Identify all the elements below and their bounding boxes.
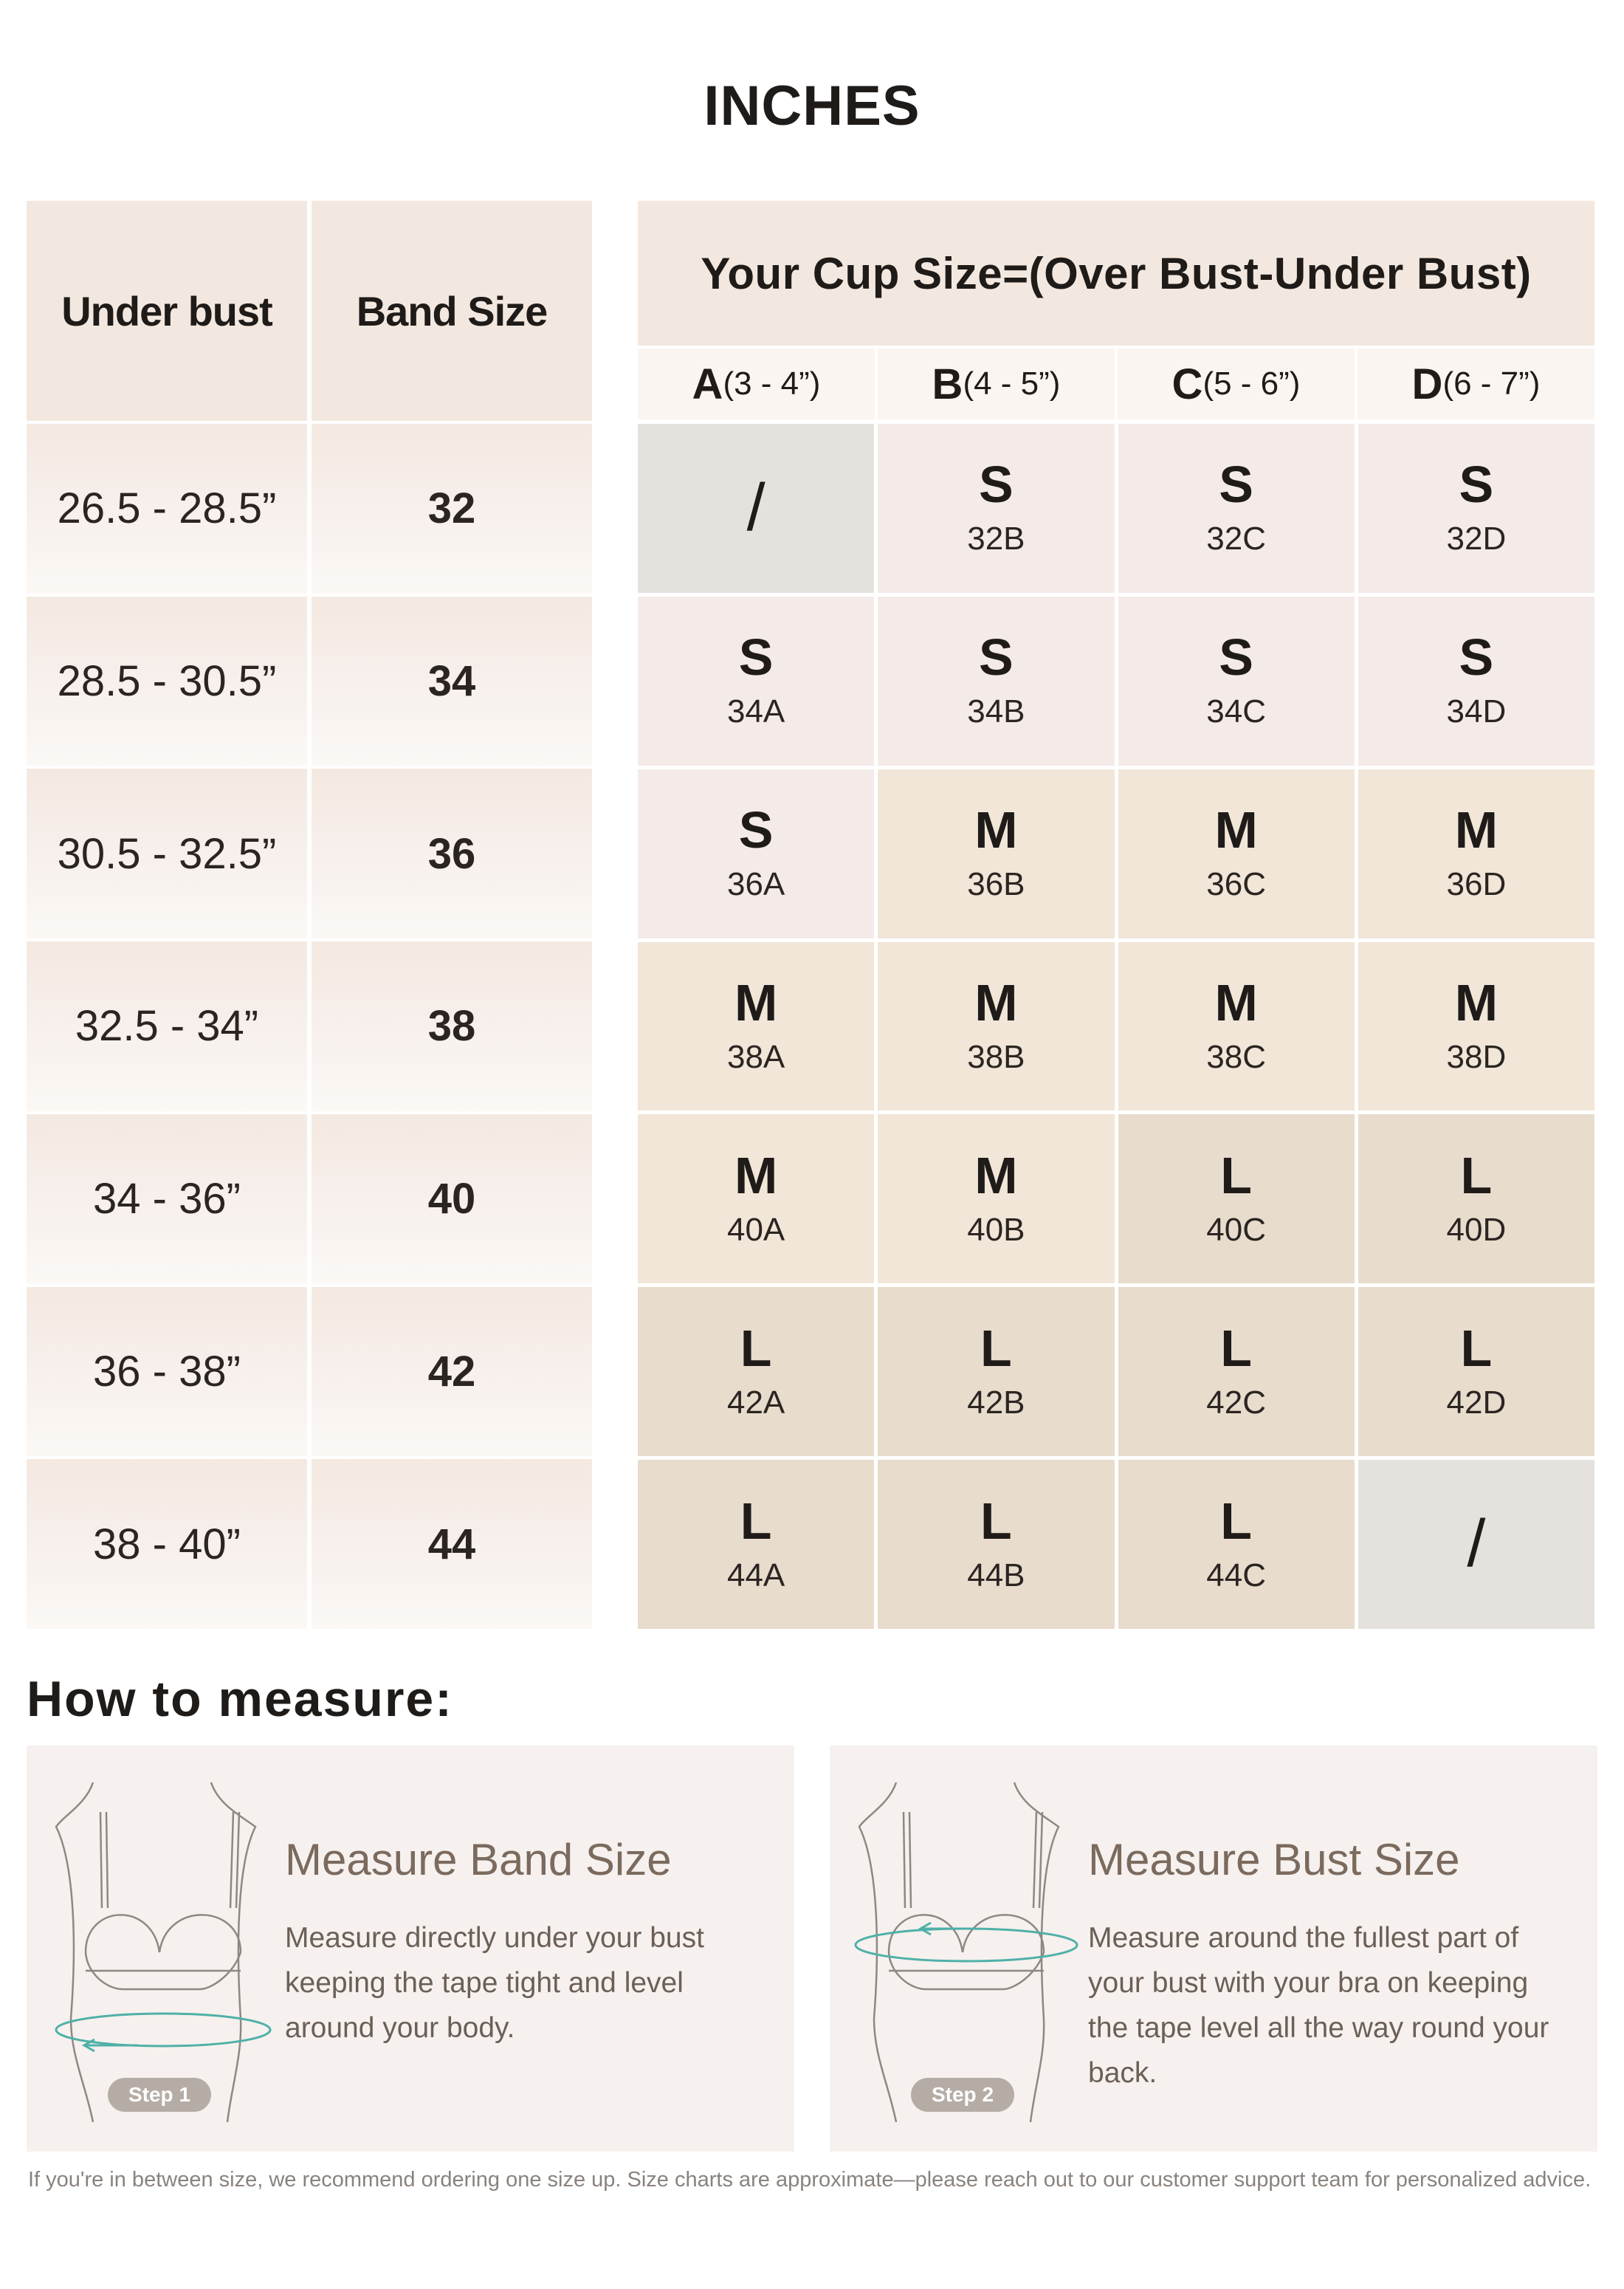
bra-size-code: 44B <box>967 1557 1025 1593</box>
band-size-cell: 34 <box>312 597 592 766</box>
bra-size-code: 42C <box>1206 1384 1266 1421</box>
band-size-cell: 40 <box>312 1114 592 1284</box>
size-cell <box>1118 1460 1355 1629</box>
bra-size-code: 42B <box>967 1384 1025 1421</box>
under-bust-cell: 30.5 - 32.5” <box>27 769 307 938</box>
size-letter: L <box>980 1492 1012 1550</box>
not-available-mark: / <box>1467 1507 1486 1582</box>
cup-columns <box>638 349 1594 419</box>
size-cell <box>878 1114 1114 1283</box>
page-title: INCHES <box>703 75 921 137</box>
size-letter: S <box>979 628 1014 687</box>
size-letter: S <box>1219 456 1253 514</box>
size-cell <box>638 1287 874 1456</box>
size-grid <box>638 424 1594 1629</box>
size-cell <box>1118 597 1355 766</box>
cup-range: (5 - 6”) <box>1202 366 1301 402</box>
footnote: If you're in between size, we recommend ordering one size up. Size charts are approximate—please reach out to our customer support team for personalized advice. <box>28 2168 1592 2192</box>
bra-size-code: 36C <box>1206 866 1266 903</box>
band-size-cell: 42 <box>312 1287 592 1457</box>
size-letter: M <box>734 973 778 1032</box>
cup-range: (4 - 5”) <box>963 366 1061 402</box>
how-to-measure-title: How to measure: <box>27 1671 453 1727</box>
bra-size-code: 34C <box>1206 693 1266 730</box>
size-letter: L <box>740 1319 772 1377</box>
band-size-cell: 32 <box>312 424 592 594</box>
size-letter: M <box>1454 973 1499 1032</box>
size-letter: L <box>980 1319 1012 1377</box>
bra-size-code: 34B <box>967 693 1025 730</box>
under-bust-cell: 38 - 40” <box>27 1459 307 1629</box>
step-2-card <box>830 1746 1597 2152</box>
cup-letter: A <box>692 360 723 408</box>
size-letter: M <box>974 973 1018 1032</box>
step-1-heading: Measure Band Size <box>285 1835 672 1884</box>
cup-size-table <box>638 201 1594 1629</box>
size-cell <box>1358 1114 1594 1283</box>
size-letter: S <box>738 801 774 859</box>
size-letter: L <box>1460 1146 1493 1204</box>
bra-size-code: 36D <box>1446 866 1507 903</box>
size-cell <box>1358 1287 1594 1456</box>
size-cell <box>1118 1114 1355 1283</box>
bra-size-code: 40A <box>726 1211 785 1248</box>
cup-col-a <box>638 349 875 419</box>
size-cell <box>1118 942 1355 1111</box>
size-letter: L <box>1220 1146 1252 1204</box>
size-cell <box>878 424 1114 593</box>
size-letter: S <box>1219 628 1253 687</box>
cup-col-c <box>1118 349 1355 419</box>
size-cell <box>1358 769 1594 938</box>
bra-size-code: 42A <box>726 1384 785 1421</box>
size-letter: M <box>974 801 1018 859</box>
bra-size-code: 34A <box>726 693 785 730</box>
bust-measure-illustration <box>844 1775 1110 2122</box>
bra-size-code: 38D <box>1446 1038 1507 1075</box>
step-2-pill: Step 2 <box>911 2078 1014 2112</box>
bra-size-code: 38B <box>967 1038 1025 1075</box>
size-letter: M <box>1214 801 1258 859</box>
bra-size-code: 38A <box>726 1038 785 1075</box>
under-bust-cell: 32.5 - 34” <box>27 941 307 1111</box>
bra-size-code: 42D <box>1446 1384 1507 1421</box>
cup-size-title: Your Cup Size=(Over Bust-Under Bust) <box>638 201 1594 346</box>
size-letter: S <box>1459 628 1494 687</box>
size-letter: S <box>738 628 774 687</box>
size-cell <box>638 597 874 766</box>
size-letter: S <box>979 456 1014 514</box>
size-letter: L <box>1460 1319 1493 1377</box>
bra-size-code: 34D <box>1446 693 1507 730</box>
step-2-heading: Measure Bust Size <box>1088 1835 1460 1884</box>
cup-range: (3 - 4”) <box>723 366 821 402</box>
bra-size-code: 44A <box>726 1557 785 1593</box>
size-letter: M <box>734 1146 778 1204</box>
under-bust-cell: 34 - 36” <box>27 1114 307 1284</box>
size-cell <box>1118 424 1355 593</box>
not-available-mark: / <box>746 470 765 545</box>
size-cell <box>1118 1287 1355 1456</box>
size-cell <box>638 424 874 593</box>
step-1-card <box>27 1746 794 2152</box>
step-1-pill: Step 1 <box>108 2078 211 2112</box>
size-cell <box>878 1287 1114 1456</box>
size-cell <box>878 597 1114 766</box>
size-letter: S <box>1459 456 1494 514</box>
size-cell <box>1118 769 1355 938</box>
cup-letter: C <box>1171 360 1203 408</box>
bra-size-code: 40D <box>1446 1211 1507 1248</box>
size-letter: L <box>740 1492 772 1550</box>
bra-size-code: 36A <box>726 866 785 903</box>
cup-col-d <box>1358 349 1594 419</box>
bra-size-code: 40B <box>967 1211 1025 1248</box>
size-cell <box>878 769 1114 938</box>
size-letter: L <box>1220 1492 1252 1550</box>
bra-size-code: 40C <box>1206 1211 1266 1248</box>
under-bust-header: Under bust <box>27 201 307 421</box>
cup-range: (6 - 7”) <box>1442 366 1541 402</box>
step-2-text: Measure around the fullest part of your bust with your bra on keeping the tape level all the way round your back. <box>1088 1922 1549 2089</box>
under-bust-cell: 36 - 38” <box>27 1287 307 1457</box>
bra-size-code: 38C <box>1206 1038 1266 1075</box>
size-letter: L <box>1220 1319 1252 1377</box>
cup-letter: B <box>932 360 963 408</box>
size-letter: M <box>1214 973 1258 1032</box>
size-cell <box>1358 424 1594 593</box>
bra-size-code: 44C <box>1206 1557 1266 1593</box>
size-cell <box>878 1460 1114 1629</box>
under-bust-cell: 26.5 - 28.5” <box>27 424 307 594</box>
band-measure-illustration <box>41 1775 307 2122</box>
cup-col-b <box>878 349 1115 419</box>
size-cell <box>638 1114 874 1283</box>
size-cell <box>638 942 874 1111</box>
size-cell <box>878 942 1114 1111</box>
bra-size-code: 36B <box>967 866 1025 903</box>
size-letter: M <box>974 1146 1018 1204</box>
under-bust-cell: 28.5 - 30.5” <box>27 597 307 766</box>
band-size-table <box>27 201 592 1629</box>
size-letter: M <box>1454 801 1499 859</box>
band-size-header: Band Size <box>312 201 592 421</box>
step-1-text: Measure directly under your bust keeping the tape tight and level around your body. <box>285 1922 704 2044</box>
size-cell <box>1358 1460 1594 1629</box>
band-size-cell: 44 <box>312 1459 592 1629</box>
size-cell <box>638 769 874 938</box>
size-cell <box>638 1460 874 1629</box>
size-cell <box>1358 942 1594 1111</box>
bra-size-code: 32C <box>1206 521 1266 557</box>
bra-size-code: 32B <box>967 521 1025 557</box>
band-size-cell: 36 <box>312 769 592 938</box>
band-size-cell: 38 <box>312 941 592 1111</box>
cup-letter: D <box>1411 360 1443 408</box>
size-cell <box>1358 597 1594 766</box>
bra-size-code: 32D <box>1446 521 1507 557</box>
